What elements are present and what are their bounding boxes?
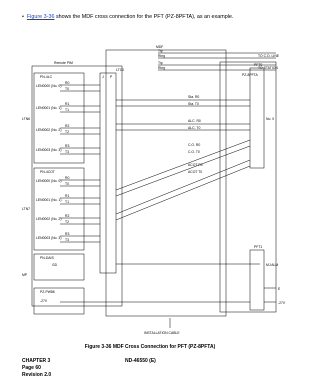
footer-chapter: CHAPTER 3 — [22, 358, 51, 364]
len0-label: LEN0000 (No. 0) — [36, 84, 62, 88]
cot-len0-label: LEN0000 (No. 0) — [36, 179, 62, 183]
e-label: E — [278, 287, 281, 291]
sta-t0-label: Sta. T0 — [188, 102, 199, 106]
r2-label: R2 — [65, 124, 70, 128]
len3-label: LEN0003 (No. 3) — [36, 148, 62, 152]
len1-label: LEN0001 (No. 1) — [36, 106, 62, 110]
ltn7-label: LTN7 — [22, 207, 31, 211]
pft0-label: PFT0 — [254, 63, 263, 67]
mj-alm-label: MJ ALM — [266, 263, 279, 267]
footer-revision: Revision 2.0 — [22, 372, 52, 378]
pz8pfta-label: PZ-8PFTA — [242, 73, 258, 77]
pft1-connector — [250, 250, 264, 310]
ltc0-label: LTC0 — [116, 68, 125, 72]
t1-label: T1 — [65, 108, 69, 112]
cot-t2-label: T2 — [65, 220, 69, 224]
t2-label: T2 — [65, 130, 69, 134]
p-label: P — [110, 75, 113, 79]
cot-t1-label: T1 — [65, 200, 69, 204]
alc-r0-label: ALC. R0 — [188, 119, 201, 123]
t3-label: T3 — [65, 150, 69, 154]
acot-t0-label: ACOT T0 — [188, 170, 203, 174]
co-r0-label: C.O. R0 — [188, 143, 201, 147]
cot-t0-label: T0 — [65, 182, 69, 186]
j-label: J — [102, 75, 104, 79]
figure-caption: Figure 3-36 MDF Cross Connection for PFT (PZ-8PFTA) — [84, 344, 216, 350]
pz-pw86-label: PZ-PW86 — [40, 290, 55, 294]
intro-text: shows the MDF cross connection for the PFT (PZ-8PFTA), as an example. — [54, 14, 234, 20]
to-co-line-label: TO C.O. LINE — [258, 54, 280, 58]
bullet: • — [22, 14, 24, 20]
alc-t0-label: ALC. T0 — [188, 126, 201, 130]
remote-pim-label: Remote PIM — [54, 61, 73, 65]
cot-r0-label: R0 — [65, 176, 70, 180]
pz8pfta-frame — [220, 62, 279, 312]
cot-t3-label: T3 — [65, 238, 69, 242]
cot-len3-label: LEN0003 (No. 3) — [36, 236, 62, 240]
pft0-connector — [250, 68, 264, 168]
ltn6-label: LTN6 — [22, 117, 31, 121]
intro-paragraph — [22, 14, 233, 20]
mp-label: MP — [22, 273, 28, 277]
acot-r0-label: ACOT R0 — [188, 163, 203, 167]
sta-r0-label: Sta. R0 — [188, 95, 200, 99]
pn4cot-label: PN-4COT — [40, 170, 55, 174]
pn4lc-label: PN-4LC — [40, 75, 53, 79]
pft1-label: PFT1 — [254, 245, 263, 249]
tip-label-1: Tip — [158, 49, 163, 53]
v24-label: -27V — [40, 299, 48, 303]
r3-label: R3 — [65, 144, 70, 148]
co-t0-label: C.O. T0 — [188, 150, 200, 154]
cot-r3-label: R3 — [65, 232, 70, 236]
figure-reference-link[interactable]: Figure 3-36 — [26, 14, 55, 20]
ring-label-1: Ring — [158, 54, 165, 58]
t0-label: T0 — [65, 87, 69, 91]
tip-label-2: Tip — [158, 61, 163, 65]
ltc0-connector — [100, 73, 116, 273]
len2-label: LEN0002 (No. 2) — [36, 128, 62, 132]
cot-len1-label: LEN0001 (No. 1) — [36, 198, 62, 202]
pn-dais-label: PN-DAIS — [40, 256, 54, 260]
ring-label-2: Ring — [158, 66, 165, 70]
r0-label: R0 — [65, 81, 70, 85]
footer-doc-number: ND-46550 (E) — [125, 358, 156, 364]
mdf-label: MDF — [156, 45, 164, 49]
installation-cable-label: INSTALLATION CABLE — [144, 331, 180, 335]
mdf-cross-connection-diagram — [20, 40, 290, 340]
cot-r2-label: R2 — [65, 214, 70, 218]
cot-len2-label: LEN0002 (No. 2) — [36, 217, 62, 221]
cot-r1-label: R1 — [65, 194, 70, 198]
to-station-label: TO STATION — [258, 66, 278, 70]
r1-label: R1 — [65, 102, 70, 106]
v27-label: -27V — [278, 301, 286, 305]
no0-label: No. 0 — [266, 117, 275, 121]
gd-label: GD — [52, 263, 58, 267]
footer-page: Page 60 — [22, 365, 41, 371]
